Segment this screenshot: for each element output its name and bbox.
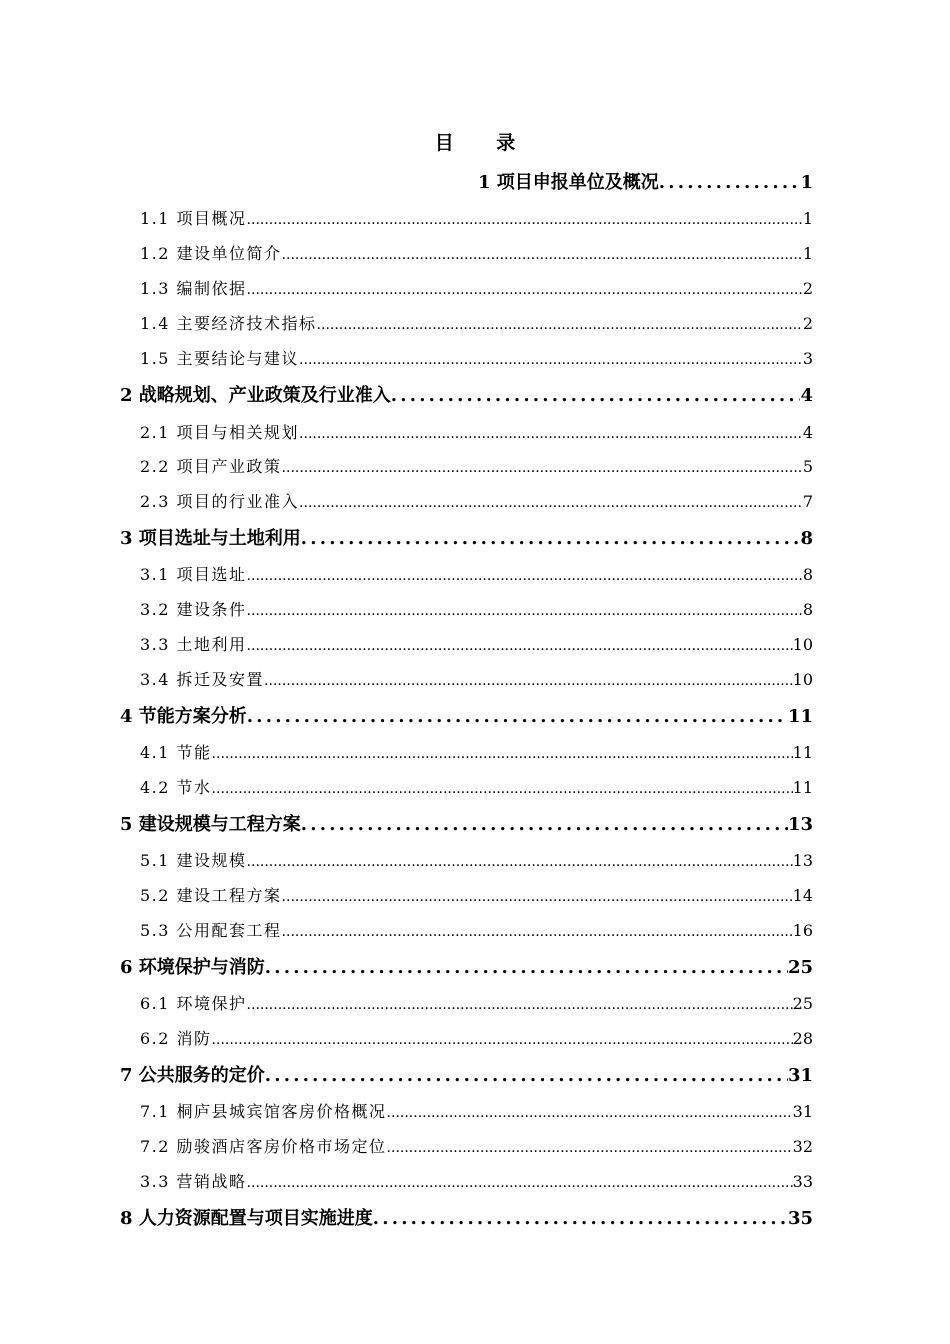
toc-leader-dots (247, 997, 793, 1013)
toc-entry-section-3-3[interactable] (140, 632, 813, 655)
toc-leader-dots (247, 1175, 793, 1191)
toc-entry-page: 32 (792, 1137, 813, 1156)
toc-title: 目 录 (434, 132, 534, 154)
toc-entry-section-2-1[interactable] (140, 420, 813, 443)
toc-leader-dots (247, 212, 803, 228)
toc-leader-dots (264, 673, 793, 689)
toc-entry-label: 1.3 编制依据 (140, 279, 247, 298)
toc-entry-chapter-2[interactable] (120, 381, 813, 407)
toc-leader-dots (265, 957, 788, 978)
toc-entry-label: 1.5 主要结论与建议 (140, 349, 300, 368)
toc-entry-page: 8 (802, 565, 813, 584)
toc-leader-dots (212, 1032, 793, 1048)
toc-entry-section-2-3[interactable] (140, 489, 813, 512)
toc-entry-chapter-8[interactable] (120, 1204, 813, 1230)
toc-entry-chapter-7[interactable] (120, 1061, 813, 1087)
toc-entry-page: 14 (792, 886, 813, 905)
toc-entry-section-5-1[interactable] (140, 848, 813, 871)
toc-entry-chapter-4[interactable] (120, 702, 813, 728)
toc-entry-label: 3.3 土地利用 (140, 635, 247, 654)
toc-leader-dots (247, 568, 803, 584)
toc-entry-label: 2.1 项目与相关规划 (140, 423, 300, 442)
toc-entry-page: 16 (792, 921, 813, 940)
toc-entry-page: 8 (802, 600, 813, 619)
toc-leader-dots (247, 638, 793, 654)
toc-entry-label: 6.1 环境保护 (140, 994, 247, 1013)
toc-entry-section-3-4[interactable] (140, 667, 813, 690)
toc-leader-dots (282, 247, 803, 263)
toc-entry-section-1-3[interactable] (140, 276, 813, 299)
toc-entry-section-4-1[interactable] (140, 740, 813, 763)
toc-entry-label: 3 项目选址与土地利用 (120, 528, 301, 549)
toc-leader-dots (301, 528, 801, 549)
toc-entry-page: 4 (800, 385, 813, 406)
toc-entry-label: 5.3 公用配套工程 (140, 921, 282, 940)
toc-entry-label: 2 战略规划、产业政策及行业准入 (120, 385, 391, 406)
toc-entry-label: 8 人力资源配置与项目实施进度 (120, 1208, 373, 1229)
toc-entry-page: 35 (787, 1208, 813, 1229)
toc-leader-dots (299, 352, 803, 368)
toc-leader-dots (282, 889, 793, 905)
toc-entry-section-1-1[interactable] (140, 206, 813, 229)
toc-leader-dots (247, 282, 803, 298)
toc-entry-label: 3.4 拆迁及安置 (140, 670, 265, 689)
toc-entry-page: 4 (802, 423, 813, 442)
toc-entry-label: 4.2 节水 (140, 778, 212, 797)
toc-entry-section-3-1[interactable] (140, 562, 813, 585)
toc-leader-dots (373, 1208, 788, 1229)
toc-entry-page: 11 (792, 778, 813, 797)
toc-entry-page: 3 (802, 349, 813, 368)
toc-entry-page: 13 (792, 851, 813, 870)
toc-entry-label: 7.2 励骏酒店客房价格市场定位 (140, 1137, 387, 1156)
toc-entry-label: 3.2 建设条件 (140, 600, 247, 619)
toc-entry-chapter-5[interactable] (120, 810, 813, 836)
toc-entry-section-5-2[interactable] (140, 883, 813, 906)
toc-entry-page: 28 (792, 1029, 813, 1048)
toc-entry-label: 7.1 桐庐县城宾馆客房价格概况 (140, 1102, 387, 1121)
toc-entry-page: 1 (802, 209, 813, 228)
toc-entry-label: 2.2 项目产业政策 (140, 457, 282, 476)
toc-entry-section-6-1[interactable] (140, 991, 813, 1014)
toc-entry-page: 2 (802, 279, 813, 298)
toc-leader-dots (282, 924, 793, 940)
toc-entry-label: 6 环境保护与消防 (120, 957, 265, 978)
toc-entry-page: 31 (787, 1065, 813, 1086)
toc-entry-section-4-2[interactable] (140, 775, 813, 798)
toc-entry-label: 4 节能方案分析 (120, 706, 247, 727)
toc-entry-label: 1.4 主要经济技术指标 (140, 314, 317, 333)
toc-entry-page: 25 (787, 957, 813, 978)
toc-entry-section-1-2[interactable] (140, 241, 813, 264)
toc-entry-label: 5.1 建设规模 (140, 851, 247, 870)
toc-entry-label: 2.3 项目的行业准入 (140, 492, 300, 511)
toc-entry-label: 1.2 建设单位简介 (140, 244, 282, 263)
toc-entry-page: 11 (787, 706, 813, 727)
toc-entry-page: 11 (792, 743, 813, 762)
toc-entry-label: 3.3 营销战略 (140, 1172, 247, 1191)
toc-entry-page: 13 (787, 814, 813, 835)
toc-entry-label: 3.1 项目选址 (140, 565, 247, 584)
toc-entry-section-1-4[interactable] (140, 311, 813, 334)
toc-entry-chapter-3[interactable] (120, 524, 813, 550)
toc-entry-label: 5 建设规模与工程方案 (120, 814, 301, 835)
toc-entry-label: 6.2 消防 (140, 1029, 212, 1048)
toc-leader-dots (212, 781, 793, 797)
toc-leader-dots (387, 1105, 793, 1121)
toc-entry-section-7-1[interactable] (140, 1099, 813, 1122)
toc-leader-dots (659, 172, 801, 193)
toc-entry-chapter-6[interactable] (120, 953, 813, 979)
toc-entry-chapter-1[interactable] (478, 168, 813, 194)
toc-leader-dots (247, 603, 803, 619)
toc-entry-section-2-2[interactable] (140, 454, 813, 477)
toc-leader-dots (282, 460, 803, 476)
toc-entry-page: 7 (802, 492, 813, 511)
toc-entry-label: 5.2 建设工程方案 (140, 886, 282, 905)
toc-entry-label: 1 项目申报单位及概况 (478, 172, 659, 193)
toc-entry-section-5-3[interactable] (140, 918, 813, 941)
toc-entry-page: 1 (802, 244, 813, 263)
toc-entry-page: 33 (792, 1172, 813, 1191)
toc-leader-dots (212, 746, 793, 762)
toc-entry-page: 2 (802, 314, 813, 333)
toc-leader-dots (391, 385, 801, 406)
toc-entry-page: 5 (802, 457, 813, 476)
toc-entry-page: 1 (800, 172, 813, 193)
toc-entry-section-6-2[interactable] (140, 1026, 813, 1049)
toc-leader-dots (247, 854, 793, 870)
toc-leader-dots (265, 1065, 788, 1086)
toc-entry-section-1-5[interactable] (140, 346, 813, 369)
toc-entry-section-7-3[interactable] (140, 1169, 813, 1192)
toc-entry-label: 1.1 项目概况 (140, 209, 247, 228)
toc-entry-page: 31 (792, 1102, 813, 1121)
toc-entry-page: 10 (792, 670, 813, 689)
toc-entry-page: 8 (800, 528, 813, 549)
toc-entry-section-3-2[interactable] (140, 597, 813, 620)
toc-entry-label: 7 公共服务的定价 (120, 1065, 265, 1086)
toc-leader-dots (299, 426, 803, 442)
toc-leader-dots (299, 495, 803, 511)
toc-entry-label: 4.1 节能 (140, 743, 212, 762)
toc-leader-dots (301, 814, 788, 835)
toc-entry-page: 25 (792, 994, 813, 1013)
toc-leader-dots (387, 1140, 793, 1156)
toc-leader-dots (247, 706, 788, 727)
toc-entry-section-7-2[interactable] (140, 1134, 813, 1157)
toc-entry-page: 10 (792, 635, 813, 654)
toc-leader-dots (317, 317, 803, 333)
